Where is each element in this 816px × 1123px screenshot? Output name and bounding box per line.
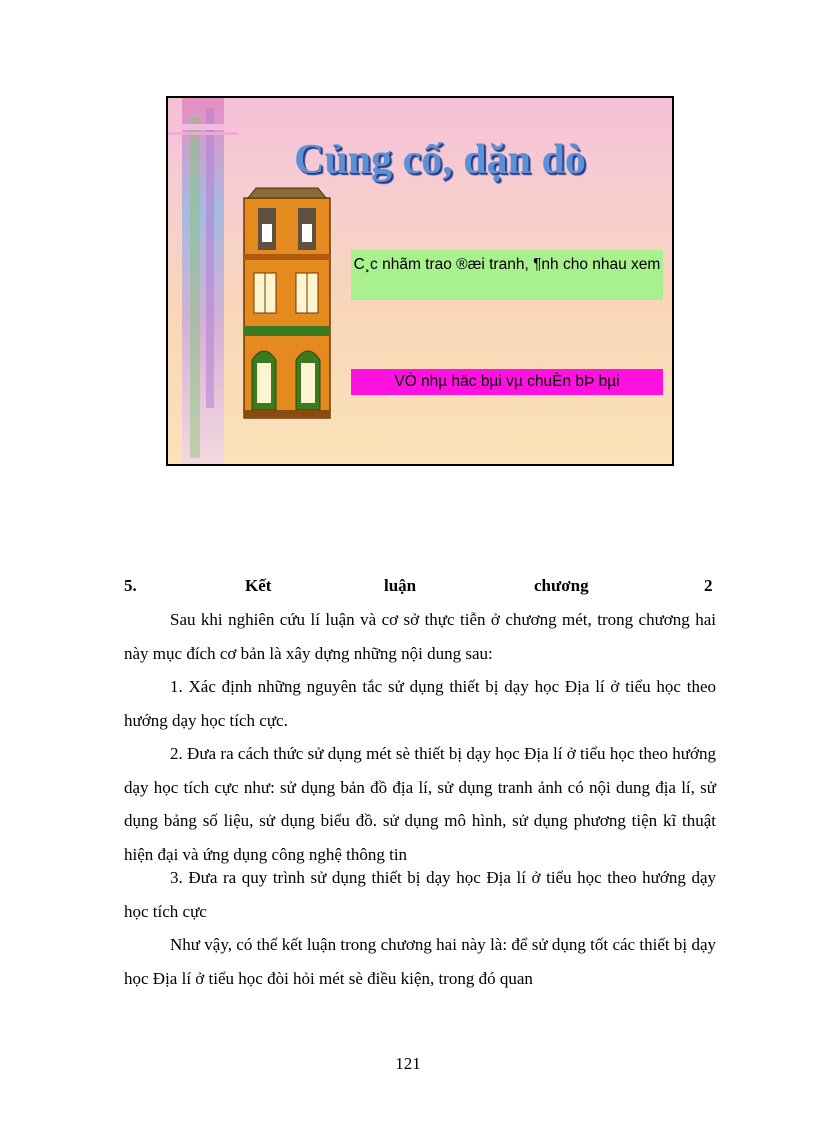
section-number: 5. [124,576,137,595]
page-number: 121 [395,1054,421,1073]
paragraph: 2. Đưa ra cách thức sử dụng mét sè thiết bị dạy học Địa lí ở tiểu học theo hướng dạy học tích cực như: sử dụng bản đồ địa lí, sử dụng tranh ảnh có nội dung địa lí, sử dụng bảng số liệu, sử dụng biểu đồ. sử dụng mô hình, sử dụng phương tiện kĩ thuật hiện đại và ứng dụng công nghệ thông tin [124,744,716,864]
section-word-1: Kết [245,576,272,595]
section-word-4: 2 [704,576,713,595]
slide-green-box: C¸c nhãm trao ®æi tranh, ¶nh cho nhau xem [351,250,663,300]
paragraph: 1. Xác định những nguyên tắc sử dụng thiết bị dạy học Địa lí ở tiểu học theo hướng dạy học tích cực. [124,677,716,730]
slide-title: Củng cố, dặn dò [294,137,586,183]
section-word-2: luận [384,576,417,595]
paragraph: Sau khi nghiên cứu lí luận và cơ sở thực tiễn ở chương mét, trong chương hai này mục đích cơ bản là xây dựng những nội dung sau: [124,610,716,663]
section-heading [124,576,716,600]
slide-magenta-box: VÒ nhµ häc bµi vµ chuÈn bÞ bµi [351,369,663,395]
slide-image [166,96,674,466]
house-icon [244,188,330,418]
paragraph: 3. Đưa ra quy trình sử dụng thiết bị dạy học Địa lí ở tiểu học theo hướng dạy học tích cực [124,868,716,921]
paragraph: Như vậy, có thể kết luận trong chương hai này là: để sử dụng tốt các thiết bị dạy học Địa lí ở tiểu học đòi hỏi mét sè điều kiện, trong đó quan [124,935,716,988]
section-word-3: chương [534,576,589,595]
